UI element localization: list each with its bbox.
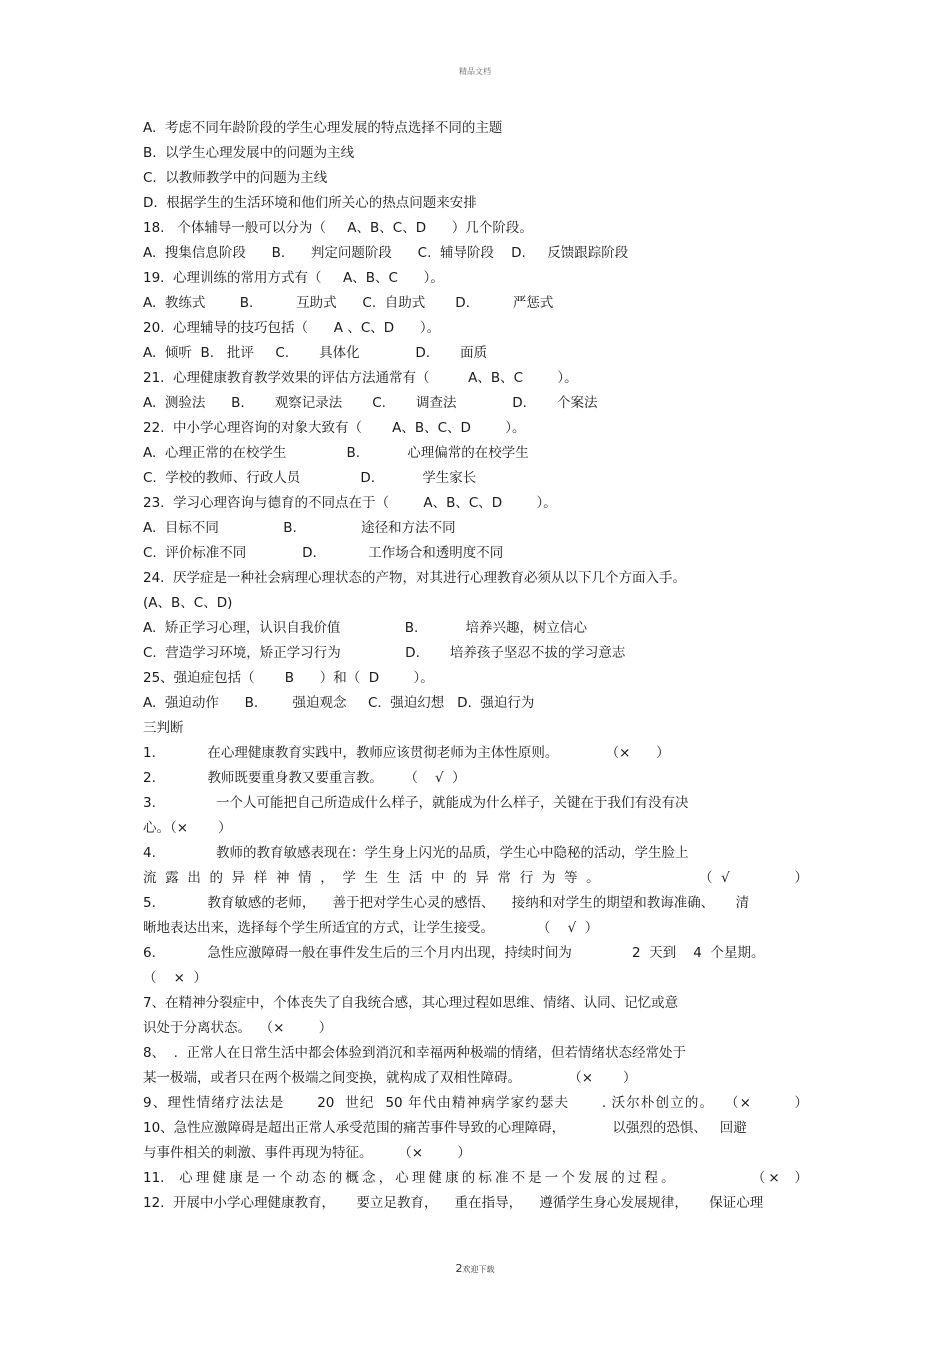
text-line: C. 学校的教师、行政人员 D. 学生家长 [143, 470, 477, 486]
text-line: A. 矫正学习心理，认识自我价值 B. 培养兴趣，树立信心 [143, 620, 587, 636]
page-footer [0, 1262, 950, 1275]
text-line: 21. 心理健康教育教学效果的评估方法通常有（ A、B、C ）。 [143, 370, 578, 386]
text-line: 某一极端，或者只在两个极端之间变换，就构成了双相性障碍。 （× ） [143, 1070, 637, 1086]
page-header: 精品文档 [459, 67, 491, 76]
text-line: 18. 个体辅导一般可以分为（ A、B、C、D ）几个阶段。 [143, 220, 533, 236]
text-line: 20. 心理辅导的技巧包括（ A 、C、D ）。 [143, 320, 441, 336]
text-line: 识处于分离状态。 （× ） [143, 1020, 333, 1036]
text-line: C. 营造学习环境，矫正学习行为 D. 培养孩子坚忍不拔的学习意志 [143, 645, 626, 661]
text-line: A. 测验法 B. 观察记录法 C. 调查法 D. 个案法 [143, 395, 598, 411]
text-line: 19. 心理训练的常用方式有（ A、B、C ）。 [143, 270, 444, 286]
text-line: 8、 . 正常人在日常生活中都会体验到消沉和幸福两种极端的情绪，但若情绪状态经常处于 [143, 1045, 687, 1061]
text-line: 与事件相关的刺激、事件再现为特征。 （× ） [143, 1145, 471, 1161]
text-line: 25、强迫症包括（ B ）和（ D ）。 [143, 670, 434, 686]
text-line: B. 以学生心理发展中的问题为主线 [143, 145, 355, 161]
text-line: 4. 教师的教育敏感表现在：学生身上闪光的品质，学生心中隐秘的活动，学生脸上 [143, 845, 689, 861]
text-line: A. 搜集信息阶段 B. 判定问题阶段 C. 辅导阶段 D. 反馈跟踪阶段 [143, 245, 629, 261]
text-line: 22. 中小学心理咨询的对象大致有（ A、B、C、D ）。 [143, 420, 526, 436]
text-line: A. 强迫动作 B. 强迫观念 C. 强迫幻想 D. 强迫行为 [143, 695, 535, 711]
page-number: 2 [455, 1262, 463, 1275]
text-line: A. 倾听 B. 批评 C. 具体化 D. 面质 [143, 345, 488, 361]
text-line: A. 教练式 B. 互助式 C. 自助式 D. 严惩式 [143, 295, 554, 311]
text-line: 晰地表达出来，选择每个学生所适宜的方式，让学生接受。 （ √ ） [143, 920, 599, 936]
text-line: 2. 教师既要重身教又要重言教。 （ √ ） [143, 770, 466, 786]
text-line: D. 根据学生的生活环境和他们所关心的热点问题来安排 [143, 195, 477, 211]
text-line: C. 评价标准不同 D. 工作场合和透明度不同 [143, 545, 504, 561]
text-line: 6. 急性应激障碍一般在事件发生后的三个月内出现，持续时间为 2 天到 4 个星期。 [143, 945, 765, 961]
text-line: 23. 学习心理咨询与德育的不同点在于（ A、B、C、D ）。 [143, 495, 557, 511]
text-line: A. 目标不同 B. 途径和方法不同 [143, 520, 456, 536]
text-line: 3. 一个人可能把自己所造成什么样子，就能成为什么样子，关键在于我们有没有决 [143, 795, 689, 811]
text-line: 5. 教育敏感的老师， 善于把对学生心灵的感悟、 接纳和对学生的期望和教诲准确、 清 [143, 895, 750, 911]
text-line: (A、B、C、D) [143, 595, 233, 611]
footer-text: 欢迎下载 [462, 1265, 495, 1274]
text-line: 心。（× ） [143, 820, 232, 836]
text-line: 1. 在心理健康教育实践中，教师应该贯彻老师为主体性原则。 （× ） [143, 745, 670, 761]
text-line: A. 考虑不同年龄阶段的学生心理发展的特点选择不同的主题 [143, 120, 503, 136]
text-line: 流露出的异样神情，学生生活中的异常行为等。 （√ ） [143, 870, 808, 886]
text-line: 7、在精神分裂症中，个体丧失了自我统合感，其心理过程如思维、情绪、认同、记忆或意 [143, 995, 679, 1011]
text-line: 三判断 [143, 720, 184, 736]
text-line: 9、理性情绪疗法法是 20 世纪 50 年代由精神病学家约瑟夫 . 沃尔朴创立的。 （× ） [143, 1095, 808, 1111]
text-line: 11. 心理健康是一个动态的概念，心理健康的标准不是一个发展的过程。 （× ） [143, 1170, 808, 1186]
text-line: 24. 厌学症是一种社会病理心理状态的产物，对其进行心理教育必须从以下几个方面入手。 [143, 570, 687, 586]
text-line: A. 心理正常的在校学生 B. 心理偏常的在校学生 [143, 445, 529, 461]
text-line: 12. 开展中小学心理健康教育， 要立足教育， 重在指导， 遵循学生身心发展规律， 保证心理 [143, 1195, 764, 1211]
document-body [143, 116, 808, 1216]
text-line: （ × ） [143, 970, 208, 986]
text-line: C. 以教师教学中的问题为主线 [143, 170, 328, 186]
text-line: 10、急性应激障碍是超出正常人承受范围的痛苦事件导致的心理障碍， 以强烈的恐惧、 回避 [143, 1120, 747, 1136]
